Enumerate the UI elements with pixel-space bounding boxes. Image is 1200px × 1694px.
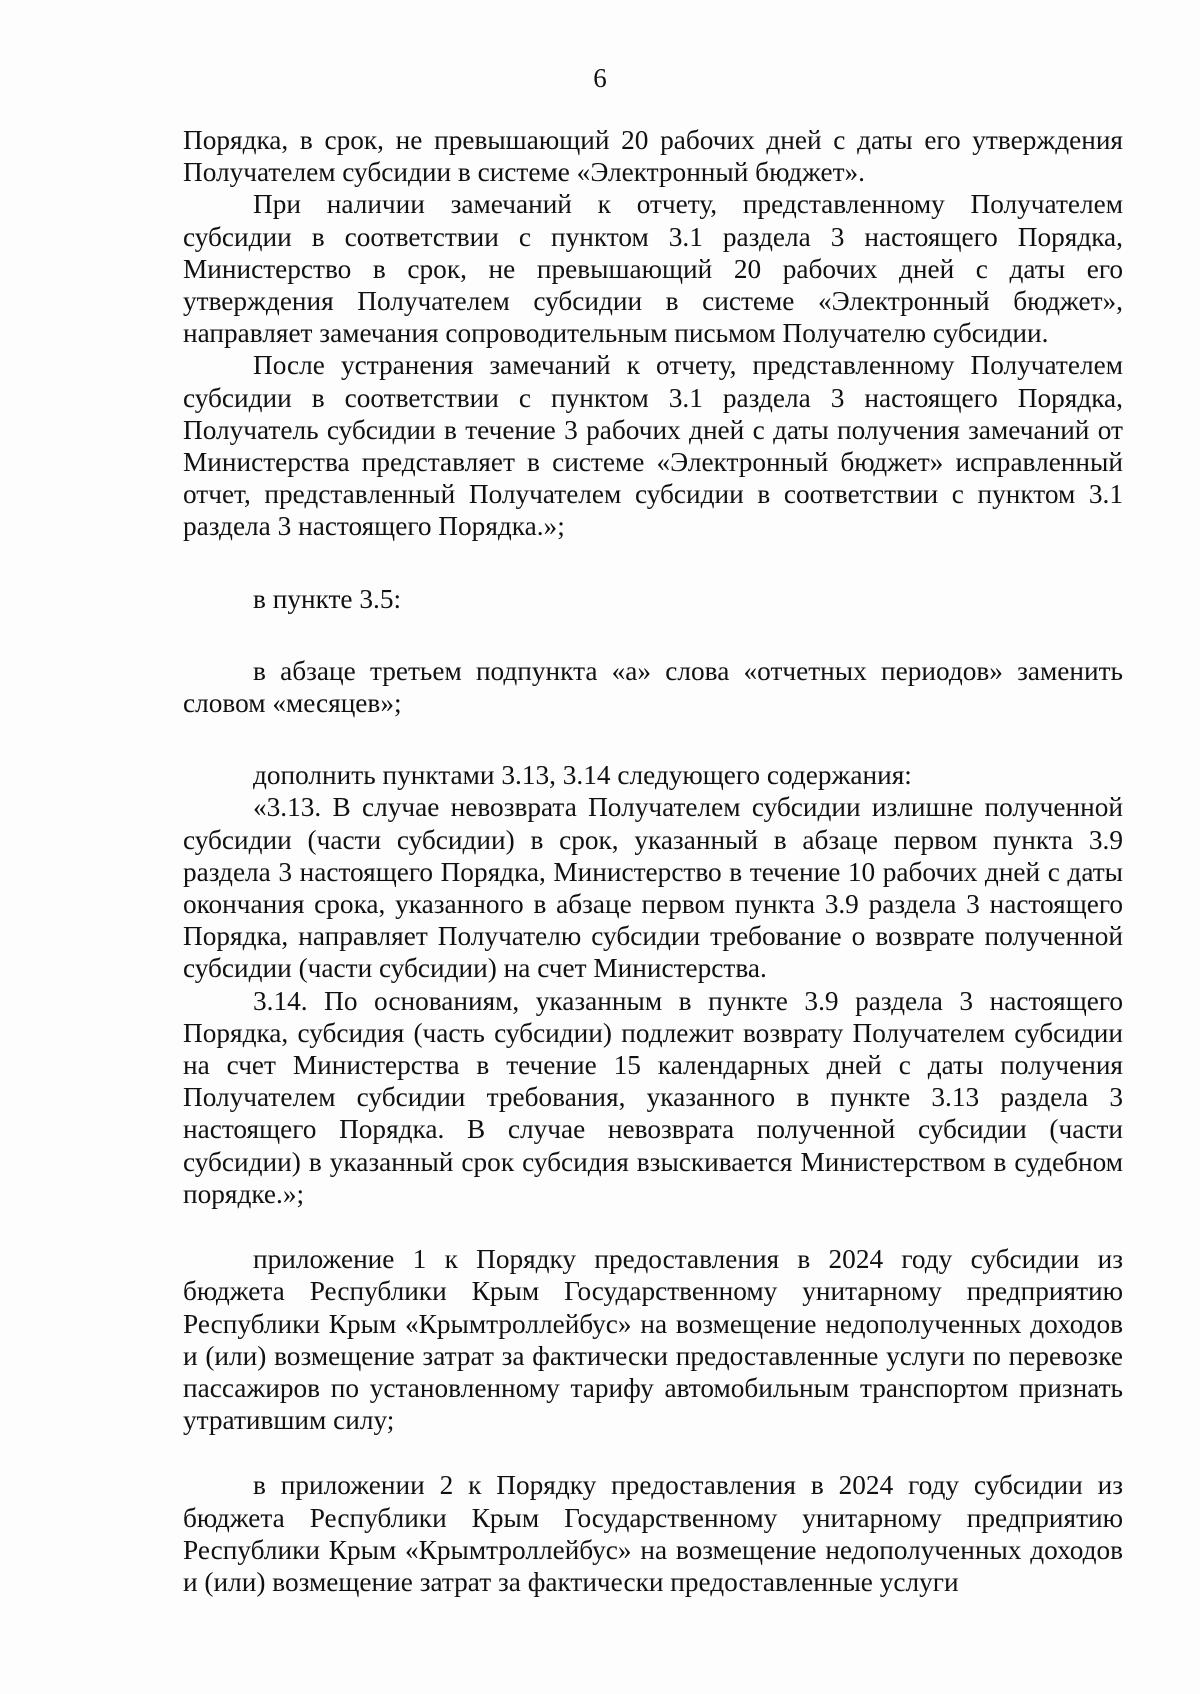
- paragraph-subpoint-a: в абзаце третьем подпункта «а» слова «отчетных периодов» заменить словом «месяцев»;: [183, 655, 1123, 719]
- paragraph-point-3-13: «3.13. В случае невозврата Получателем субсидии излишне полученной субсидии (части субсидии) в срок, указанный в абзаце первом пункта 3.9 раздела 3 настоящего Порядка, Министерство в течение 10 рабочих дней с даты окончания срока, указанного в абзаце первом пункта 3.9 раздела 3 настоящего Порядка, направляет Получателю субсидии требование о возврате полученной субсидии (части субсидии) на счет Министерства.: [183, 792, 1123, 984]
- page-number: 6: [593, 63, 607, 93]
- paragraph-point-3-5: в пункте 3.5:: [253, 583, 402, 614]
- paragraph-appendix-2: в приложении 2 к Порядку предоставления в 2024 году субсидии из бюджета Республики Крым Государственному унитарному предприятию Республики Крым «Крымтроллейбус» на возмещение недополученных доходов и (или) возмещение затрат за фактически предоставленные услуги: [183, 1470, 1123, 1597]
- paragraph-point-3-14: 3.14. По основаниям, указанным в пункте 3.9 раздела 3 настоящего Порядка, субсидия (часть субсидии) подлежит возврату Получателем субсидии на счет Министерства в течение 15 календарных дней с даты получения Получателем субсидии требования, указанного в пункте 3.13 раздела 3 настоящего Порядка. В случае невозврата полученной субсидии (части субсидии) в указанный срок субсидия взыскивается Министерством в судебном порядке.»;: [183, 985, 1123, 1209]
- paragraph-remarks: При наличии замечаний к отчету, представленному Получателем субсидии в соответствии с пунктом 3.1 раздела 3 настоящего Порядка, Министерство в срок, не превышающий 20 рабочих дней с даты его утверждения Получателем субсидии в системе «Электронный бюджет», направляет замечания сопроводительным письмом Получателю субсидии.: [183, 189, 1123, 349]
- paragraph-appendix-1: приложение 1 к Порядку предоставления в 2024 году субсидии из бюджета Республики Крым Государственному унитарному предприятию Республики Крым «Крымтроллейбус» на возмещение недополученных доходов и (или) возмещение затрат за фактически предоставленные услуги по перевозке пассажиров по установленному тарифу автомобильным транспортом признать утратившим силу;: [183, 1244, 1123, 1436]
- paragraph-after-remarks: После устранения замечаний к отчету, представленному Получателем субсидии в соответствии с пунктом 3.1 раздела 3 настоящего Порядка, Получатель субсидии в течение 3 рабочих дней с даты получения замечаний от Министерства представляет в системе «Электронный бюджет» исправленный отчет, представленный Получателем субсидии в соответствии с пунктом 3.1 раздела 3 настоящего Порядка.»;: [183, 350, 1123, 542]
- paragraph-continuation: Порядка, в срок, не превышающий 20 рабочих дней с даты его утверждения Получателем субсидии в системе «Электронный бюджет».: [183, 125, 1123, 188]
- document-body: [183, 124, 1123, 1598]
- paragraph-add-points: дополнить пунктами 3.13, 3.14 следующего содержания:: [253, 760, 912, 791]
